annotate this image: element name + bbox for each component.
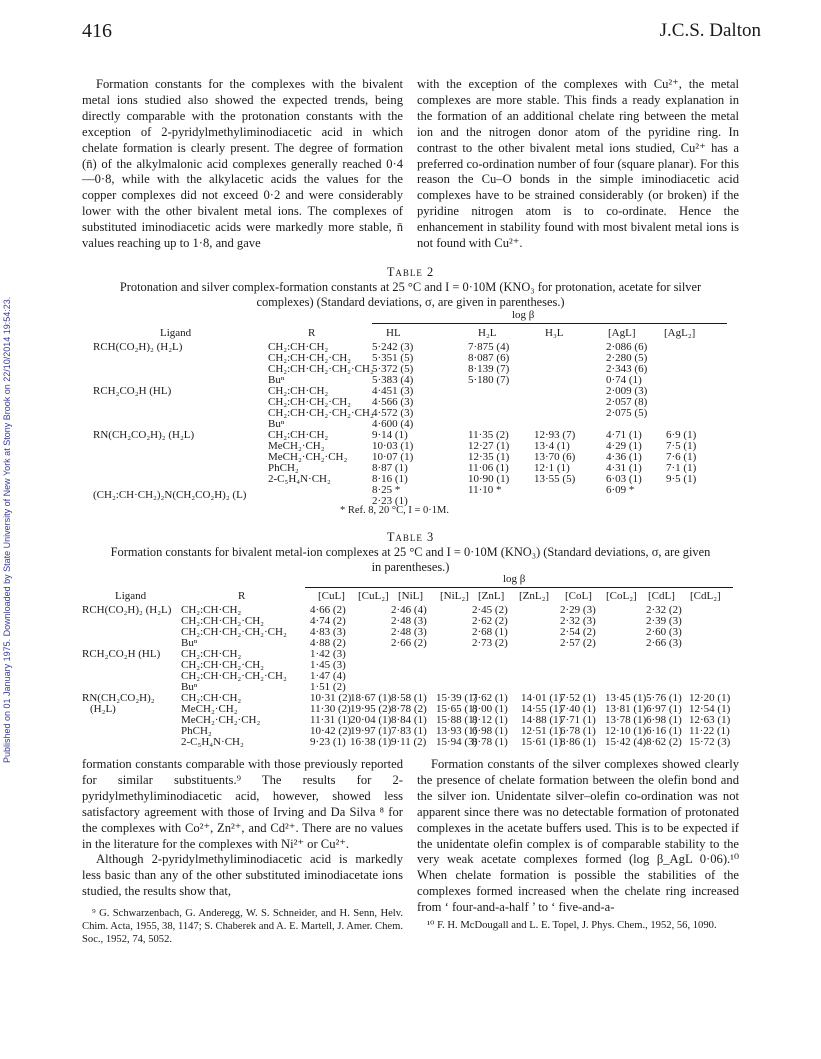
paragraph: Formation constants of the silver complexes showed clearly the presence of chelate formation between the olefin bond and the silver ion. Unidentate silver–olefin co-ordination was not apparent since there was no detectable formation of protonated complexes in the acetate buffers used. This is to be expected if the unidentate olefin complex is of comparable stability to the very weak acetate complexes formed (log β_AgL 0·06).¹⁰ When chelate formation is possible the stabilities of the complexes formed increased when the chelate ring increased from ‘ four-and-a-half ’ to ‘ five-and-a- [417,757,739,915]
table3-value-cell: 6·98 (1) [472,725,508,737]
paragraph: Formation constants for the complexes with the bivalent metal ions studied also showed the expected trends, being directly comparable with the protonation constants with the exception of 2-pyridylmethyliminodiacetic acid in which chelate formation is clearly present. The degree of formation (n̄) of the alkylmalonic acid complexes generally reached 0·4—0·8, while with the alkylacetic acids the values for the copper complexes did not exceed 0·2 and were considerably lower with the other bivalent metal ions. The complexes of substituted iminodiacetic acids were markedly more stable, n̄ values reaching up to 1·8, and gave [82,77,403,251]
table3-ligand: RN(CH₂CO₂H)₂ [82,692,155,704]
table3-value-cell: 2·66 (3) [646,637,682,649]
table3-value-cell: 19·97 (1) [350,725,392,737]
bottom-left-column [82,757,403,947]
table3-caption-line: Formation constants for bivalent metal-ion complexes at 25 °C and I = 0·10M (KNO₃) (Standard deviations, σ, are given [110,545,711,559]
table3-value-cell: 15·39 (1) [436,692,478,704]
table2-r-cell: 2-C₅H₄N·CH₂ [268,473,331,485]
table2-h3l-cell: 13·70 (6) [534,451,576,463]
table2-hl-cell: 8·16 (1) [372,473,408,485]
table2-agl-cell: 6·09 * [606,484,635,496]
table3-value-cell: 14·88 (1) [521,714,563,726]
table3-value-cell: 12·10 (1) [605,725,647,737]
table3-col-header: [CdL] [648,590,675,602]
table2-caption-line: complexes) (Standard deviations, σ, are given in parentheses.) [256,295,565,309]
table3-r-cell: MeCH₂·CH₂·CH₂ [181,714,261,726]
table3-value-cell: 8·78 (2) [391,703,427,715]
table2-agl2-cell: 6·9 (1) [666,429,697,441]
table2-r-cell: Buⁿ [268,374,285,386]
table2-hl-cell: 8·87 (1) [372,462,408,474]
table3-value-cell: 14·55 (1) [521,703,563,715]
table3-logb: log β [503,573,526,585]
table3-value-cell: 8·58 (1) [391,692,427,704]
table3-value-cell: 15·88 (1) [436,714,478,726]
table3-value-cell: 1·42 (3) [310,648,346,660]
table3-value-cell: 2·29 (3) [560,604,596,616]
table3-label: Table 3 [386,530,435,544]
table3-value-cell: 13·78 (1) [605,714,647,726]
table3-col-header: [CuL₂] [358,590,389,602]
table3-value-cell: 13·93 (1) [436,725,478,737]
table2-h2l-cell: 8·087 (6) [468,352,510,364]
table3-value-cell: 2·32 (2) [646,604,682,616]
table2-agl-cell: 6·03 (1) [606,473,642,485]
table2-h3l-cell: 13·4 (1) [534,440,570,452]
table2-agl-cell: 2·009 (3) [606,385,648,397]
table3-value-cell: 4·83 (3) [310,626,346,638]
table3-value-cell: 4·66 (2) [310,604,346,616]
table2-hl-cell: 9·14 (1) [372,429,408,441]
table2-r-cell: CH₂:CH·CH₂·CH₂ [268,352,352,364]
table2-agl-cell: 2·280 (5) [606,352,648,364]
table3-r-cell: CH₂:CH·CH₂ [181,604,242,616]
table3-value-cell: 19·95 (2) [350,703,392,715]
table3-col-header: [ZnL₂] [519,590,550,602]
page-number: 416 [82,20,112,42]
table3-value-cell: 11·31 (1) [310,714,351,726]
table3-value-cell: 11·30 (2) [310,703,351,715]
table3-value-cell: 2·48 (3) [391,626,427,638]
table3-col-header: [NiL₂] [440,590,469,602]
table3-value-cell: 2·46 (4) [391,604,427,616]
table3-value-cell: 7·40 (1) [560,703,596,715]
table3-col-header: [ZnL] [478,590,505,602]
table3-value-cell: 2·60 (3) [646,626,682,638]
table3-value-cell: 13·81 (1) [605,703,647,715]
table2-hl-cell: 10·03 (1) [372,440,414,452]
table3-value-cell: 2·54 (2) [560,626,596,638]
table3-col-header: [CoL] [565,590,592,602]
table2-r-cell: CH₂:CH·CH₂·CH₂·CH₂ [268,363,374,375]
table2-caption-line: Protonation and silver complex-formation constants at 25 °C and I = 0·10M (KNO₃ for protonation, acetate for silver [119,280,702,294]
table3-r-cell: CH₂:CH·CH₂ [181,692,242,704]
table3-value-cell: 2·48 (3) [391,615,427,627]
table2-hl-cell: 10·07 (1) [372,451,414,463]
table3-value-cell: 2·57 (2) [560,637,596,649]
paragraph: with the exception of the complexes with Cu²⁺, the metal complexes are more stable. This finds a ready explanation in the formation of an additional chelate ring between the metal ion and the nitrogen donor atom of the pyridine ring. In contrast to the other bivalent metal ions studied, Cu²⁺ has a preferred co-ordination number of four (square planar). For this reason the Cu–O bonds in the simple iminodiacetic acid complexes have to be strained considerably (or broken) if the pyridine nitrogen atom is to co-ordinate. Hence the enhancement in stability found with most bivalent metal ions is not found with Cu²⁺. [417,77,739,251]
table2-hl-cell: 4·566 (3) [372,396,414,408]
table2-agl-cell: 0·74 (1) [606,374,642,386]
table3-value-cell: 20·04 (1) [350,714,392,726]
table3-value-cell: 7·62 (1) [472,692,508,704]
table3-value-cell: 1·45 (3) [310,659,346,671]
table3-value-cell: 8·00 (1) [472,703,508,715]
table3-value-cell: 1·47 (4) [310,670,346,682]
table2-col-header: [AgL] [608,327,636,339]
table2-ligand: RN(CH₂CO₂H)₂ (H₂L) [93,429,195,441]
table2-ligand: (CH₂:CH·CH₂)₂N(CH₂CO₂H)₂ (L) [93,489,247,501]
table3-col-header: [NiL] [398,590,424,602]
table3-value-cell: 9·11 (2) [391,736,427,748]
table3-r-cell: Buⁿ [181,681,198,693]
table2-hl-cell: 5·383 (4) [372,374,414,386]
table2-col-header: Ligand [160,327,192,339]
table2-col-header: [AgL₂] [664,327,696,339]
table2-hl-cell: 4·600 (4) [372,418,414,430]
table3-col-header: [CuL] [318,590,345,602]
table3-value-cell: 2·39 (3) [646,615,682,627]
table3-value-cell: 6·16 (1) [646,725,682,737]
table2-h2l-cell: 12·27 (1) [468,440,510,452]
table2-logb: log β [512,309,535,321]
table3-value-cell: 2·68 (1) [472,626,508,638]
table2-agl2-cell: 9·5 (1) [666,473,697,485]
table3-value-cell: 8·84 (1) [391,714,427,726]
table2-agl-cell: 2·343 (6) [606,363,648,375]
table3-value-cell: 6·78 (1) [560,725,596,737]
table2-col-header: R [308,327,316,339]
table3-ligand: (H₂L) [90,703,116,715]
table3-value-cell: 6·98 (1) [646,714,682,726]
table2-agl2-cell: 7·6 (1) [666,451,697,463]
footnote-text: ¹⁰ F. H. McDougall and L. E. Topel, J. Phys. Chem., 1952, 56, 1090. [427,920,717,932]
table3-value-cell: 12·20 (1) [689,692,731,704]
table3-r-cell: CH₂:CH·CH₂ [181,648,242,660]
table2-ligand: RCH(CO₂H)₂ (H₂L) [93,341,183,353]
table3-value-cell: 7·52 (1) [560,692,596,704]
table2-hl-cell: 4·451 (3) [372,385,414,397]
table3-rule [305,587,733,588]
table2-agl-cell: 4·31 (1) [606,462,642,474]
table3-value-cell: 8·86 (1) [560,736,596,748]
table3-col-header: [CoL₂] [606,590,637,602]
table2-agl-cell: 2·075 (5) [606,407,648,419]
table2-r-cell: MeCH₂·CH₂ [268,440,325,452]
table2-r-cell: CH₂:CH·CH₂ [268,341,329,353]
table2-col-header: H₃L [545,327,564,339]
table2-h3l-cell: 13·55 (5) [534,473,576,485]
table3-r-cell: CH₂:CH·CH₂·CH₂·CH₂ [181,626,287,638]
table3-r-cell: PhCH₂ [181,725,212,737]
table2-agl-cell: 4·36 (1) [606,451,642,463]
table2-hl-cell: 5·242 (3) [372,341,414,353]
table3-value-cell: 15·72 (3) [689,736,731,748]
table2-r-cell: CH₂:CH·CH₂·CH₂·CH₂ [268,407,374,419]
table3-ligand: RCH₂CO₂H (HL) [82,648,161,660]
table2-h2l-cell: 8·139 (7) [468,363,510,375]
table2-h2l-cell: 12·35 (1) [468,451,510,463]
journal-name: J.C.S. Dalton [659,20,761,41]
table3-value-cell: 2·66 (2) [391,637,427,649]
table3-value-cell: 2·32 (3) [560,615,596,627]
table2-h2l-cell: 7·875 (4) [468,341,510,353]
table3-value-cell: 14·01 (1) [521,692,563,704]
table2-hl-cell: 5·351 (5) [372,352,414,364]
table2-h2l-cell: 11·10 * [468,484,502,496]
table3-r-cell: 2-C₅H₄N·CH₂ [181,736,244,748]
download-watermark: Published on 01 January 1975. Downloaded by State University of New York at Stony Brook on 22/10/2014 19:54:23. [2,296,12,764]
table3-value-cell: 2·62 (2) [472,615,508,627]
table2-agl-cell: 4·29 (1) [606,440,642,452]
table3-value-cell: 4·88 (2) [310,637,346,649]
table2-label: Table 2 [386,265,435,279]
table3-r-cell: MeCH₂·CH₂ [181,703,238,715]
table2-h2l-cell: 10·90 (1) [468,473,510,485]
table2-r-cell: CH₂:CH·CH₂·CH₂ [268,396,352,408]
table3-r-cell: Buⁿ [181,637,198,649]
table3-value-cell: 15·65 (1) [436,703,478,715]
table3-value-cell: 15·94 (3) [436,736,478,748]
table3-value-cell: 7·71 (1) [560,714,596,726]
table2-agl-cell: 2·086 (6) [606,341,648,353]
table2-col-header: HL [386,327,401,339]
table2-h3l-cell: 12·1 (1) [534,462,570,474]
table2-agl-cell: 4·71 (1) [606,429,642,441]
table3-value-cell: 1·51 (2) [310,681,346,693]
table2-r-cell: MeCH₂·CH₂·CH₂ [268,451,348,463]
paragraph: Although 2-pyridylmethyliminodiacetic acid is markedly less basic than any of the other substituted iminodiacetate ions studied, the results show that, [82,852,403,899]
table3-value-cell: 15·42 (4) [605,736,647,748]
table3-value-cell: 2·73 (2) [472,637,508,649]
table2-r-cell: Buⁿ [268,418,285,430]
table2-r-cell: CH₂:CH·CH₂ [268,429,329,441]
table3-value-cell: 8·62 (2) [646,736,682,748]
table3-value-cell: 10·42 (2) [310,725,352,737]
table2-r-cell: PhCH₂ [268,462,299,474]
bottom-right-column [417,757,739,933]
table3-value-cell: 15·61 (1) [521,736,563,748]
table3-value-cell: 9·23 (1) [310,736,346,748]
table3-value-cell: 18·67 (1) [350,692,392,704]
table3-value-cell: 13·45 (1) [605,692,647,704]
table3-caption-line: in parentheses.) [371,560,450,574]
table3-value-cell: 10·31 (2) [310,692,352,704]
table3-value-cell: 8·78 (1) [472,736,508,748]
table2-hl-cell: 5·372 (5) [372,363,414,375]
table2-hl-cell: 8·25 * [372,484,401,496]
table3-value-cell: 6·97 (1) [646,703,682,715]
table3-value-cell: 11·22 (1) [689,725,730,737]
table2-col-header: H₂L [478,327,497,339]
table2-agl2-cell: 7·5 (1) [666,440,697,452]
table3-value-cell: 7·83 (1) [391,725,427,737]
table3-col-header: R [238,590,246,602]
table3-value-cell: 12·63 (1) [689,714,731,726]
table3-value-cell: 2·45 (2) [472,604,508,616]
table2-ligand: RCH₂CO₂H (HL) [93,385,172,397]
table3-value-cell: 12·54 (1) [689,703,731,715]
footnote [82,908,403,946]
table3-r-cell: CH₂:CH·CH₂·CH₂ [181,659,265,671]
table3-ligand: RCH(CO₂H)₂ (H₂L) [82,604,172,616]
table2-agl2-cell: 7·1 (1) [666,462,697,474]
table2-agl-cell: 2·057 (8) [606,396,648,408]
table3-col-header: [CdL₂] [690,590,721,602]
table3-r-cell: CH₂:CH·CH₂·CH₂·CH₂ [181,670,287,682]
paragraph: formation constants comparable with those previously reported for similar substituents.⁹ The results for 2-pyridylmethyliminodiacetic acid, however, showed less satisfactory agreement with those of Irving and Da Silva ⁸ for the complexes with Co²⁺, Zn²⁺, and Cd²⁺. There are no values in the literature for the complexes with Ni²⁺ or Cu²⁺. [82,757,403,851]
table3-value-cell: 16·38 (1) [350,736,392,748]
table3-r-cell: CH₂:CH·CH₂·CH₂ [181,615,265,627]
table3-value-cell: 5·76 (1) [646,692,682,704]
table2-r-cell: CH₂:CH·CH₂ [268,385,329,397]
table3-value-cell: 8·12 (1) [472,714,508,726]
footnote-text: ⁹ G. Schwarzenbach, G. Anderegg, W. S. Schneider, and H. Senn, Helv. Chim. Acta, 1955, 38, 1147; S. Chaberek and A. E. Martell, J. Amer. Chem. Soc., 1952, 74, 5052. [82,908,403,945]
table2-hl-cell: 4·572 (3) [372,407,414,419]
table2-h2l-cell: 5·180 (7) [468,374,510,386]
footnote [417,920,739,933]
table2-h2l-cell: 11·35 (2) [468,429,509,441]
table2-footnote: * Ref. 8, 20 °C, I = 0·1M. [340,505,449,516]
table2-h3l-cell: 12·93 (7) [534,429,576,441]
table2-h2l-cell: 11·06 (1) [468,462,509,474]
table2-hl-cell: 2·23 (1) [372,495,408,507]
table3-value-cell: 12·51 (1) [521,725,563,737]
table3-value-cell: 4·74 (2) [310,615,346,627]
table3-col-header: Ligand [115,590,147,602]
